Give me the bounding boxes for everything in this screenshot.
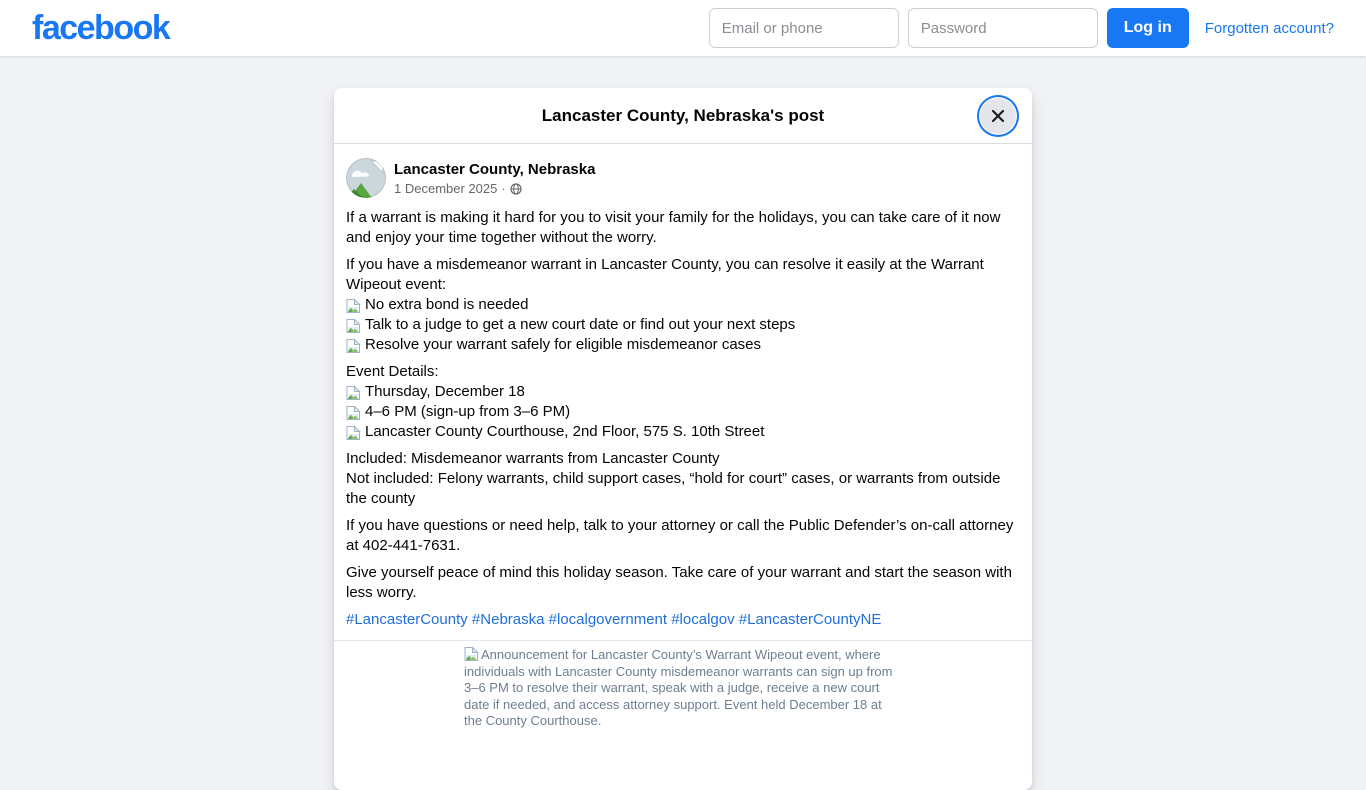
hashtag-link[interactable]: #Nebraska — [471, 611, 545, 628]
event-detail-text: Thursday, December 18 — [365, 383, 525, 400]
not-included-text: Not included: Felony warrants, child support cases, “hold for court” cases, or warrants from outside the county — [346, 470, 1001, 507]
hashtag-link[interactable]: #localgov — [671, 611, 735, 628]
email-field[interactable] — [709, 8, 899, 48]
event-detail-item — [346, 382, 1016, 402]
checklist-text: No extra bond is needed — [365, 296, 529, 313]
hashtag-row — [346, 610, 1016, 630]
post-body — [346, 208, 1016, 630]
dialog-header — [334, 88, 1032, 144]
broken-image-icon — [346, 338, 361, 354]
post — [334, 144, 1032, 790]
broken-image-icon — [346, 405, 361, 421]
event-details-section — [346, 362, 1016, 442]
included-text: Included: Misdemeanor warrants from Lancaster County — [346, 450, 720, 467]
event-detail-text: Lancaster County Courthouse, 2nd Floor, 575 S. 10th Street — [365, 423, 765, 440]
close-button[interactable] — [980, 98, 1016, 134]
event-detail-item — [346, 422, 1016, 442]
checklist-text: Resolve your warrant safely for eligible misdemeanor cases — [365, 336, 762, 353]
post-dialog — [334, 88, 1032, 790]
post-meta — [394, 160, 595, 196]
dot-separator: · — [501, 181, 506, 196]
post-date-row[interactable] — [394, 181, 595, 196]
image-alt-text: Announcement for Lancaster County’s Warrant Wipeout event, where individuals with Lancaster County misdemeanor warrants can sign up from 3–6 PM to resolve their warrant, speak with a judge, receive a new court date if needed, and access attorney support. Event held December 18 at the County Courthouse. — [464, 647, 893, 728]
warrant-wipeout-section — [346, 255, 1016, 355]
broken-image-icon — [346, 318, 361, 334]
broken-image-icon — [464, 646, 479, 662]
broken-image-icon — [346, 385, 361, 401]
top-navigation-bar — [0, 0, 1366, 56]
author-name[interactable]: Lancaster County, Nebraska — [394, 161, 596, 178]
paragraph: If you have a misdemeanor warrant in Lancaster County, you can resolve it easily at the Warrant Wipeout event: — [346, 256, 984, 293]
close-icon — [989, 107, 1007, 125]
post-attachment-area — [334, 640, 1032, 790]
checklist-item — [346, 315, 1016, 335]
avatar[interactable] — [346, 158, 386, 198]
post-header — [346, 158, 1016, 198]
globe-icon — [510, 183, 522, 195]
dialog-title: Lancaster County, Nebraska's post — [541, 105, 825, 125]
event-detail-item — [346, 402, 1016, 422]
eligibility-section — [346, 449, 1016, 509]
post-date: 1 December 2025 — [394, 181, 498, 196]
event-details-heading: Event Details: — [346, 363, 439, 380]
forgotten-account-link[interactable]: Forgotten account? — [1204, 19, 1334, 37]
hashtag-link[interactable]: #localgovernment — [548, 611, 668, 628]
broken-image-icon — [346, 298, 361, 314]
paragraph: If a warrant is making it hard for you to visit your family for the holidays, you can take care of it now and enjoy your time together without the worry. — [346, 209, 1001, 246]
attachment-broken-image[interactable] — [464, 646, 902, 730]
checklist-item — [346, 295, 1016, 315]
checklist-text: Talk to a judge to get a new court date or find out your next steps — [365, 316, 796, 333]
closing-text: Give yourself peace of mind this holiday season. Take care of your warrant and start the season with less worry. — [346, 564, 1012, 601]
hashtag-link[interactable]: #LancasterCountyNE — [738, 611, 882, 628]
event-detail-text: 4–6 PM (sign-up from 3–6 PM) — [365, 403, 571, 420]
facebook-logo[interactable]: facebook — [32, 9, 170, 47]
help-text: If you have questions or need help, talk to your attorney or call the Public Defender’s on-call attorney at 402-441-7631. — [346, 517, 1014, 554]
hashtag-link[interactable]: #LancasterCounty — [346, 611, 468, 628]
password-field[interactable] — [908, 8, 1098, 48]
checklist-item — [346, 335, 1016, 355]
login-button[interactable]: Log in — [1107, 8, 1189, 48]
login-form — [709, 8, 1334, 48]
broken-image-icon — [346, 425, 361, 441]
